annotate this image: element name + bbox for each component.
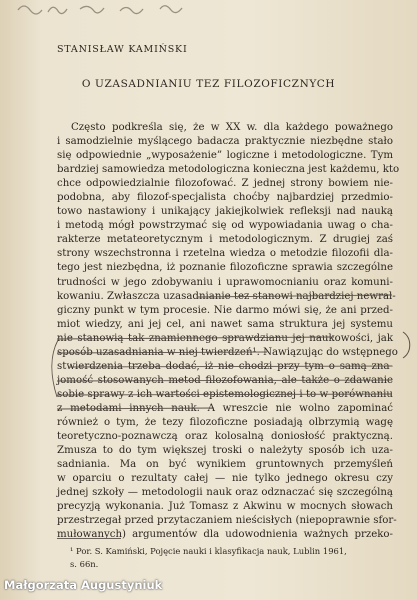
article-title: O UZASADNIANIU TEZ FILOZOFICZNYCH bbox=[81, 78, 336, 90]
body-line: miot wiedzy, ani jej cel, ani nawet sama struktura jej systemu bbox=[57, 318, 393, 330]
body-text bbox=[57, 121, 400, 542]
body-line: sobie sprawy z ich wartości epistemologicznej i to w porównaniu bbox=[57, 388, 393, 400]
body-line: bardziej samowiedza metodologiczna konieczna jest każdemu, kto bbox=[57, 164, 400, 176]
body-line: tego jest niezbędna, iż poznanie filozoficzne sprawia szczególne bbox=[57, 262, 393, 274]
body-line: towo nastawiony i unikający jakiejkolwiek refleksji nad nauką bbox=[57, 206, 393, 218]
body-line: z metodami innych nauk. A wreszcie nie wolno zapominać bbox=[57, 402, 393, 414]
author-name: STANISŁAW KAMIŃSKI bbox=[57, 44, 188, 55]
body-line: i metodą mógł powstrzymać się od wypowiadania uwag o cha- bbox=[57, 220, 393, 232]
body-line: mułowanych) argumentów dla udowodnienia ważnych przeko- bbox=[57, 529, 393, 541]
body-line: trudności w jego zdobywaniu i uprawomocnianiu oraz komuni- bbox=[57, 276, 393, 288]
body-line: się odpowiednie „wyposażenie” logiczne i metodologiczne. Tym bbox=[57, 150, 393, 162]
body-line: rakterze metateoretycznym i metodologicznym. Z drugiej zaś bbox=[57, 234, 393, 246]
body-line: w oparciu o rezultaty całej — nie tylko jednego okresu czy bbox=[57, 473, 393, 485]
body-line: strony wszechstronna i rzetelna wiedza o metodzie filozofii dla- bbox=[57, 248, 393, 260]
body-line: sadniania. Ma on być wynikiem gruntownych przemyśleń bbox=[57, 459, 393, 471]
body-line: jomość stosowanych metod filozofowania, ale także o zdawanie bbox=[57, 374, 393, 386]
body-line: teoretyczno-poznawczą oraz kolosalną doniosłość praktyczną. bbox=[57, 431, 393, 443]
body-line: Często podkreśla się, że w XX w. dla każdego poważnego bbox=[71, 122, 393, 133]
body-line: giczny punkt w tym procesie. Nie darmo mówi się, że ani przed- bbox=[57, 304, 393, 316]
body-line: przestrzegał przed przytaczaniem nieścisłych (niepoprawnie sfor- bbox=[57, 515, 397, 527]
footnote-rule bbox=[57, 538, 121, 539]
body-line: również o tym, że tezy filozoficzne posiadają olbrzymią wagę bbox=[57, 416, 393, 428]
footnote-line: s. 66n. bbox=[70, 559, 99, 569]
body-line: precyzją wykonania. Już Tomasz z Akwinu w mocnych słowach bbox=[57, 501, 393, 513]
margin-bracket-mark bbox=[400, 330, 417, 360]
body-line: stwierdzenia trzeba dodać, iż nie chodzi przy tym o samą zna- bbox=[57, 360, 393, 372]
body-line: sposób uzasadniania w niej twierdzeń¹. Nawiązując do wstępnego bbox=[57, 346, 398, 358]
handwritten-scribble bbox=[10, 0, 230, 22]
body-line: kowaniu. Zwłaszcza uzasadnianie tez stanowi najbardziej newral- bbox=[57, 290, 396, 302]
body-line: chce odpowiedzialnie filozofować. Z jednej strony bowiem nie- bbox=[57, 178, 393, 190]
watermark-text: Małgorzata Augustyniuk bbox=[4, 578, 163, 592]
footnote bbox=[70, 545, 370, 571]
body-line: jednej szkoły — metodologii nauk oraz odznaczać się szczególną bbox=[57, 487, 393, 499]
body-line: podobna, aby filozof-specjalista choćby najbardziej przedmio- bbox=[57, 192, 393, 204]
body-line: i samodzielnie myślącego badacza praktycznie niezbędne stało bbox=[57, 136, 393, 148]
footnote-line: ¹ Por. S. Kamiński, Pojęcie nauki i klasyfikacja nauk, Lublin 1961, bbox=[70, 546, 347, 556]
body-line: Zmusza to do tym większej troski o należyty sposób ich uza- bbox=[57, 445, 393, 457]
body-line: nie stanowią tak znamiennego sprawdzianu jej naukowości, jak bbox=[57, 332, 393, 344]
